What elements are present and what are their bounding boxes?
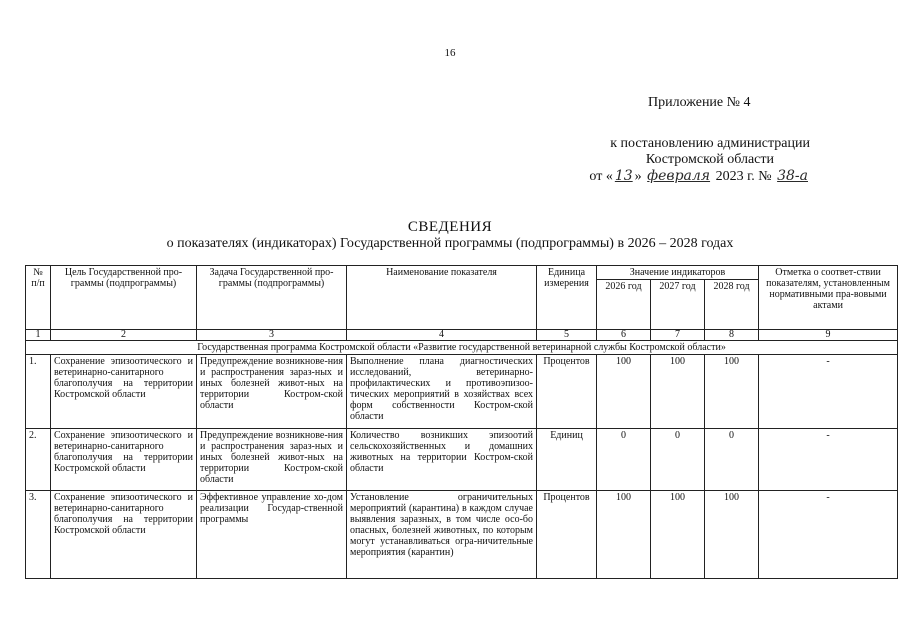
row-value-2027: 0	[651, 429, 705, 491]
header-num: № п/п	[26, 266, 51, 330]
row-num: 3.	[26, 491, 51, 579]
table-row	[26, 355, 898, 429]
section-row	[26, 341, 898, 355]
date-mid: »	[634, 169, 642, 184]
column-number: 4	[347, 330, 537, 341]
row-value-2026: 0	[597, 429, 651, 491]
row-task: Предупреждение возникнове-ния и распространения зараз-ных и иных болезней живот-ных на территории Костром-ской области	[197, 355, 347, 429]
column-number: 9	[759, 330, 898, 341]
row-mark: -	[759, 429, 898, 491]
column-number: 6	[597, 330, 651, 341]
row-task: Предупреждение возникнове-ния и распространения зараз-ных и иных болезней живот-ных на территории Костром-ской области	[197, 429, 347, 491]
resolution-line-2: Костромской области	[645, 152, 774, 167]
row-unit: Единиц	[537, 429, 597, 491]
date-year: 2023 г. №	[715, 169, 772, 184]
column-number: 5	[537, 330, 597, 341]
column-number: 3	[197, 330, 347, 341]
document-title: СВЕДЕНИЯ	[407, 219, 493, 235]
row-indicator: Количество возникших эпизоотий сельскохозяйственных и домашних животных на территории Костром-ской области	[347, 429, 537, 491]
handwritten-day: 13	[614, 168, 633, 184]
header-task: Задача Государственной про-граммы (подпрограммы)	[197, 266, 347, 330]
row-value-2027: 100	[651, 491, 705, 579]
header-2026: 2026 год	[597, 280, 651, 330]
row-goal: Сохранение эпизоотического и ветеринарно-санитарного благополучия на территории Костромской области	[51, 355, 197, 429]
page-number: 16	[444, 47, 456, 59]
row-num: 2.	[26, 429, 51, 491]
row-value-2027: 100	[651, 355, 705, 429]
header-values-group: Значение индикаторов	[597, 266, 759, 280]
header-indicator: Наименование показателя	[347, 266, 537, 330]
column-number: 1	[26, 330, 51, 341]
section-title: Государственная программа Костромской области «Развитие государственной ветеринарной службы Костромской области»	[26, 341, 898, 355]
resolution-date-line	[0, 168, 810, 185]
header-2027: 2027 год	[651, 280, 705, 330]
row-mark: -	[759, 491, 898, 579]
resolution-block	[0, 136, 810, 185]
row-indicator: Выполнение плана диагностических исследований, ветеринарно-профилактических и противоэпизоо-тических мероприятий в хозяйствах всех форм собственности Костром-ской области	[347, 355, 537, 429]
handwritten-number: 38-а	[777, 168, 808, 184]
row-value-2028: 100	[705, 355, 759, 429]
row-mark: -	[759, 355, 898, 429]
handwritten-month: февраля	[647, 168, 711, 184]
row-task: Эффективное управление хо-дом реализации Государ-ственной программы	[197, 491, 347, 579]
date-prefix: от «	[589, 169, 613, 184]
resolution-line-1: к постановлению администрации	[610, 136, 810, 151]
row-value-2026: 100	[597, 355, 651, 429]
row-value-2028: 100	[705, 491, 759, 579]
row-value-2028: 0	[705, 429, 759, 491]
column-number: 2	[51, 330, 197, 341]
table-row	[26, 491, 898, 579]
row-goal: Сохранение эпизоотического и ветеринарно-санитарного благополучия на территории Костромской области	[51, 491, 197, 579]
column-number: 8	[705, 330, 759, 341]
header-goal: Цель Государственной про-граммы (подпрограммы)	[51, 266, 197, 330]
indicators-table	[25, 265, 898, 579]
table-row	[26, 429, 898, 491]
header-unit: Единица измерения	[537, 266, 597, 330]
header-2028: 2028 год	[705, 280, 759, 330]
header-mark: Отметка о соответ-ствии показателям, установленным нормативными пра-вовыми актами	[759, 266, 898, 330]
row-value-2026: 100	[597, 491, 651, 579]
column-number: 7	[651, 330, 705, 341]
row-goal: Сохранение эпизоотического и ветеринарно-санитарного благополучия на территории Костромской области	[51, 429, 197, 491]
row-unit: Процентов	[537, 355, 597, 429]
column-numbers-row	[26, 330, 898, 341]
row-unit: Процентов	[537, 491, 597, 579]
row-indicator: Установление ограничительных мероприятий (карантина) в каждом случае выявления заразных, в том числе осо-бо опасных, болезней животных, по которым могут устанавливаться огра-ничительные мероприятия (карантин)	[347, 491, 537, 579]
appendix-label: Приложение № 4	[648, 95, 751, 110]
row-num: 1.	[26, 355, 51, 429]
document-subtitle: о показателях (индикаторах) Государственной программы (подпрограммы) в 2026 – 2028 годах	[166, 236, 734, 251]
